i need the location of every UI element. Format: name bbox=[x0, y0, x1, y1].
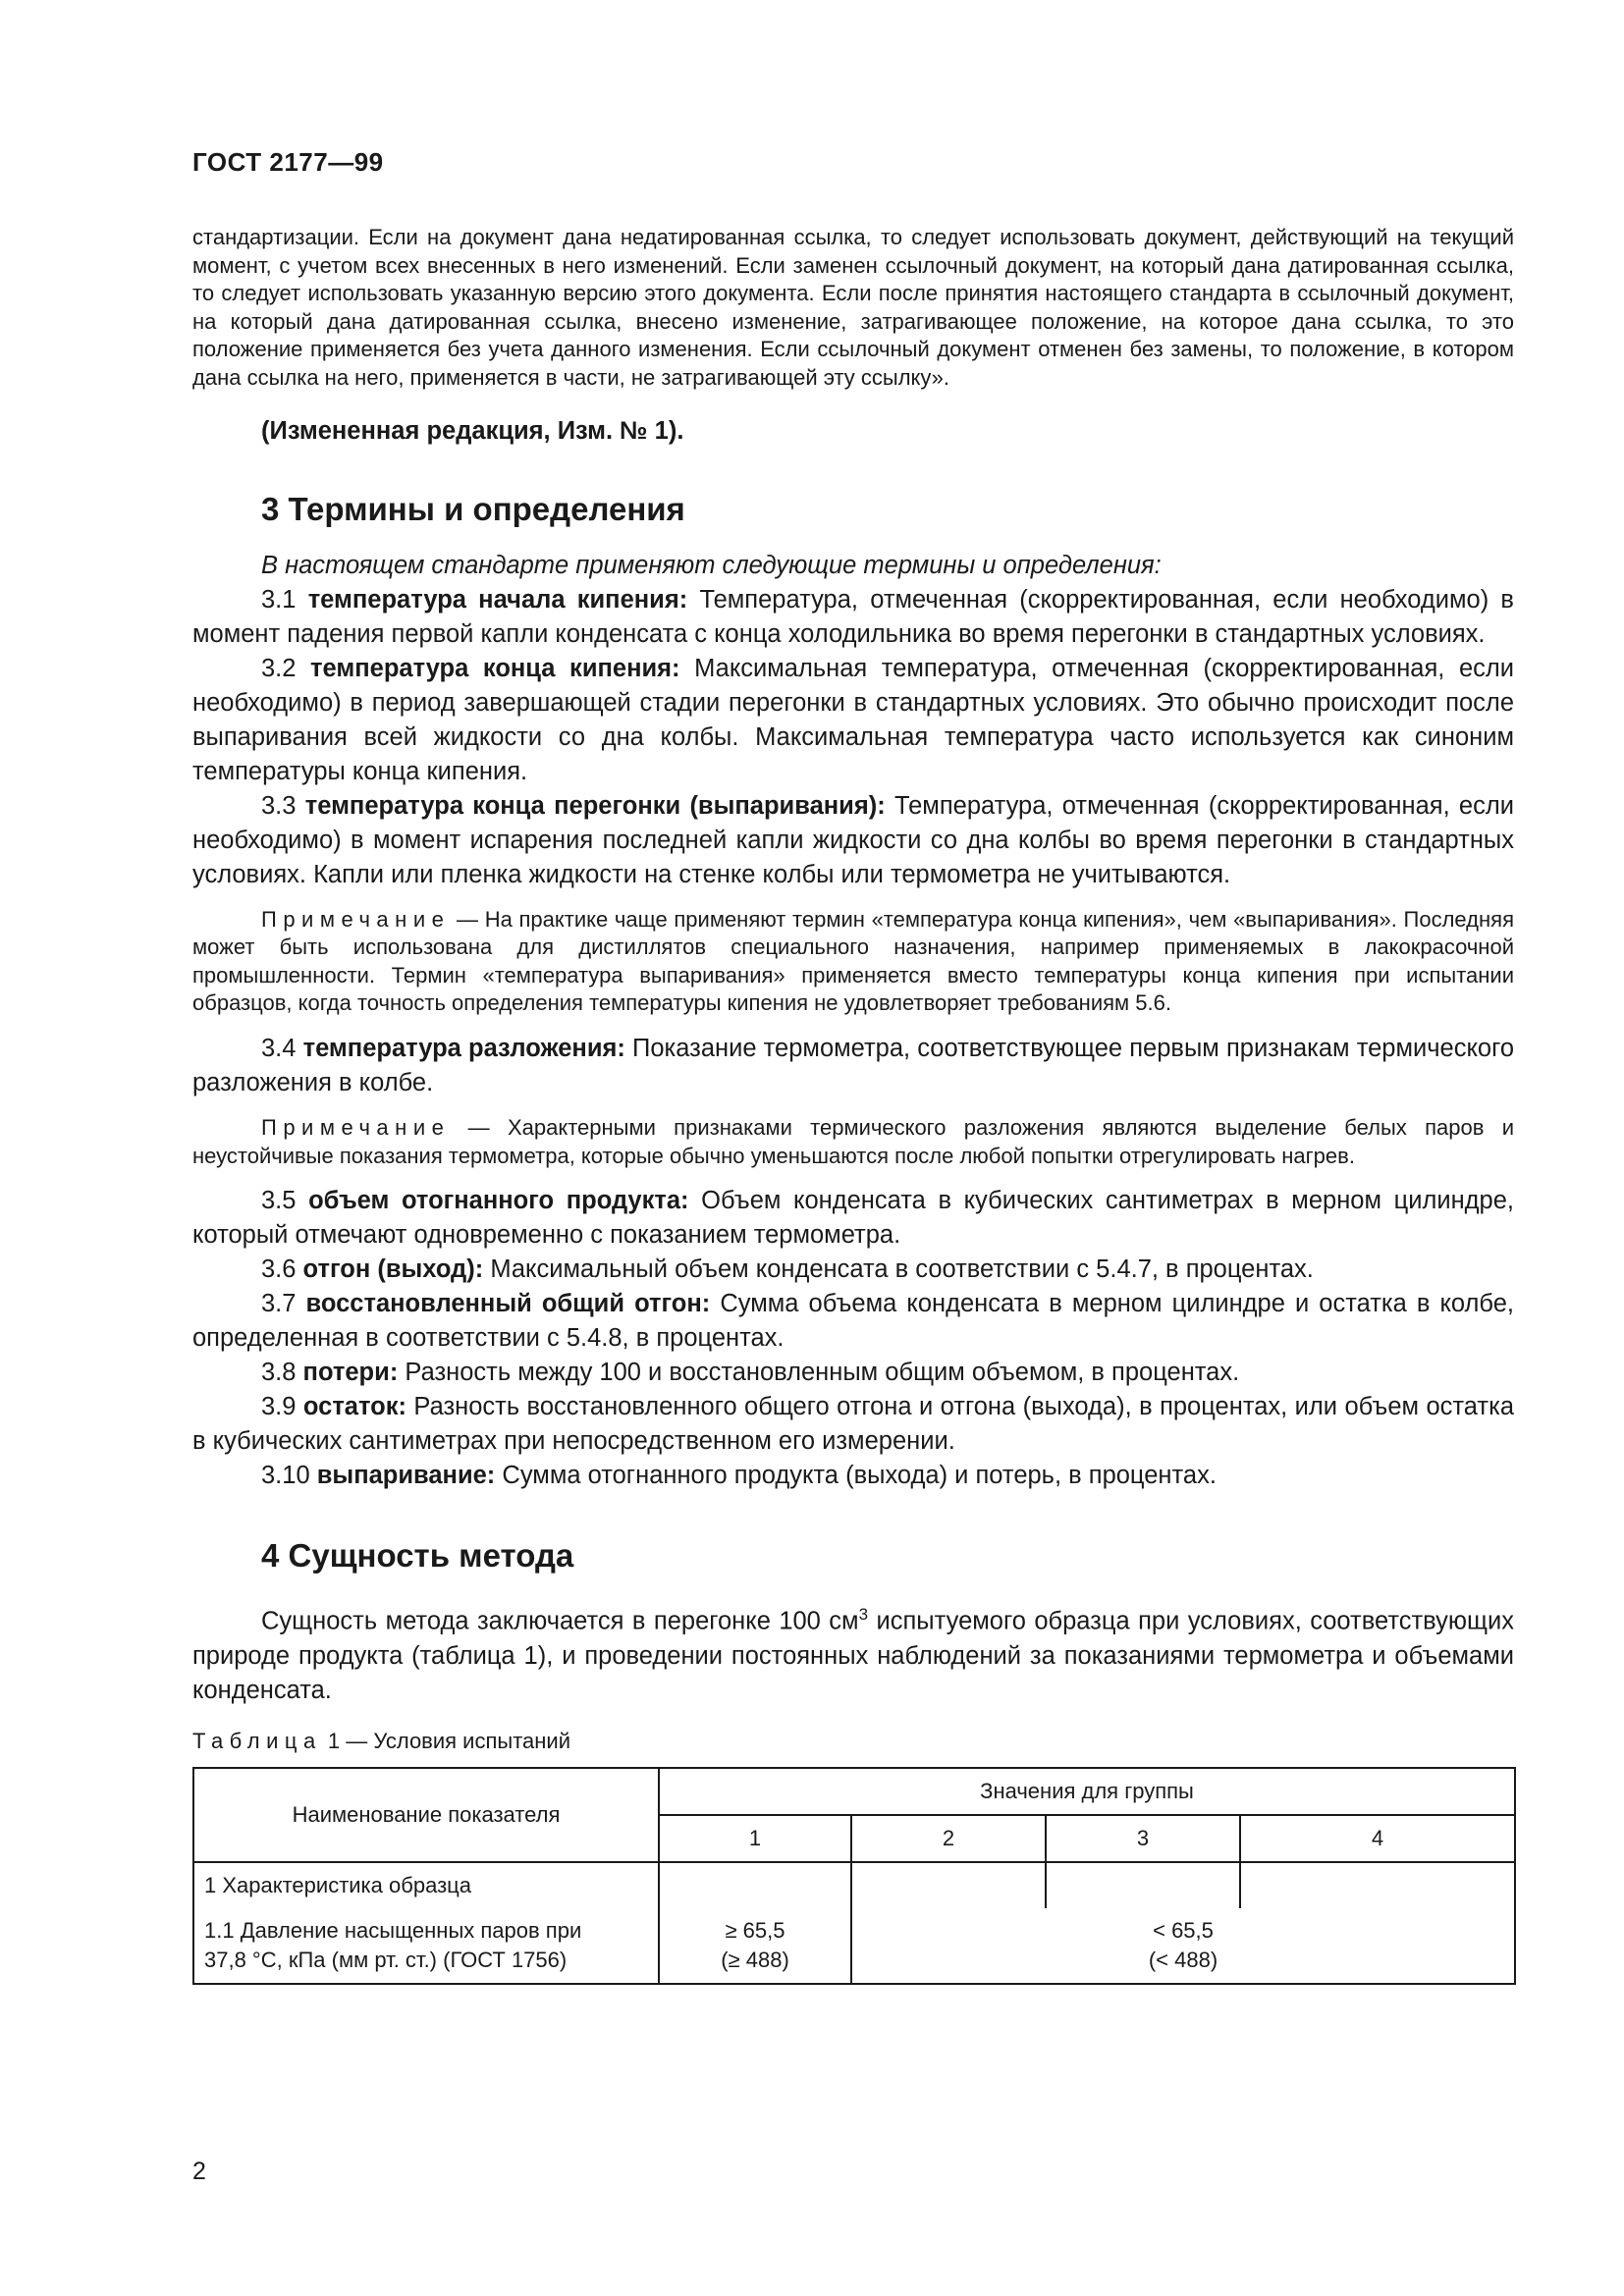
term-number: 3.5 bbox=[261, 1187, 297, 1215]
section-4-title: 4 Сущность метода bbox=[261, 1537, 574, 1575]
header-parameter: Наименование показателя bbox=[193, 1768, 659, 1862]
row-label: 1 Характеристика образца bbox=[193, 1862, 659, 1908]
term-definition: Сумма отогнанного продукта (выхода) и потерь, в процентах. bbox=[502, 1462, 1217, 1490]
note-label: Примечание bbox=[261, 906, 451, 932]
row-label-line: 1.1 Давление насыщенных паров при bbox=[204, 1917, 582, 1943]
term-number: 3.10 bbox=[261, 1462, 310, 1490]
text-after: испытуемого образца при условиях, соответствующих природе продукта (таблица 1), и проведении постоянных наблюдений за показаниями термометра и объемами конденсата. bbox=[192, 1607, 1514, 1704]
row-label bbox=[193, 1908, 659, 1984]
note-label: Примечание bbox=[261, 1114, 451, 1140]
header-group-2: 2 bbox=[851, 1815, 1046, 1862]
term-name: выпаривание: bbox=[316, 1462, 496, 1490]
value-line: < 65,5 bbox=[1153, 1917, 1214, 1943]
note-text: — Характерными признаками термического разложения являются выделение белых паров и неустойчивые показания термометра, которые обычно уменьшаются после любой попытки отрегулировать нагрев. bbox=[192, 1114, 1514, 1168]
table-row bbox=[193, 1908, 1515, 1984]
term-name: объем отогнанного продукта: bbox=[308, 1187, 689, 1215]
note-1 bbox=[192, 906, 1514, 1018]
term-number: 3.4 bbox=[261, 1034, 297, 1062]
intro-paragraph: стандартизации. Если на документ дана недатированная ссылка, то следует использовать документ, действующий на текущий момент, с учетом всех внесенных в него изменений. Если заменен ссылочный документ, на который дана датированная ссылка, то следует использовать указанную версию этого документа. Если после принятия настоящего стандарта в ссылочный документ, на который дана датированная ссылка, внесено изменение, затрагивающее положение, на которое дана ссылка, то это положение применяется без учета данного изменения. Если ссылочный документ отменен без замены, то положение, в котором дана ссылка на него, применяется в части, не затрагивающей эту ссылку». bbox=[192, 225, 1514, 390]
document-code: ГОСТ 2177—99 bbox=[192, 147, 384, 177]
superscript: 3 bbox=[858, 1605, 869, 1625]
term-definition: Разность между 100 и восстановленным общим объемом, в процентах. bbox=[405, 1359, 1240, 1387]
term-3-7 bbox=[192, 1287, 1514, 1356]
value-line: ≥ 65,5 bbox=[725, 1917, 785, 1943]
header-group-3: 3 bbox=[1046, 1815, 1240, 1862]
term-3-9 bbox=[192, 1390, 1514, 1459]
table-row bbox=[193, 1862, 1515, 1908]
groups-2-4-value bbox=[851, 1908, 1515, 1984]
value-line: (≥ 488) bbox=[721, 1947, 789, 1972]
term-number: 3.7 bbox=[261, 1290, 297, 1318]
row-label-line: 37,8 °С, кПа (мм рт. ст.) (ГОСТ 1756) bbox=[204, 1947, 568, 1972]
term-name: отгон (выход): bbox=[302, 1255, 484, 1284]
term-definition: Температура, отмеченная (скорректированная, если необходимо) в момент испарения последней капли жидкости со дна колбы во время перегонки в стандартных условиях. Капли или пленка жидкости на стенке колбы или термометра не учитываются. bbox=[192, 791, 1514, 888]
term-number: 3.1 bbox=[261, 585, 297, 614]
term-definition: Объем конденсата в кубических сантиметрах в мерном цилиндре, который отмечают одновременно с показанием термометра. bbox=[192, 1187, 1514, 1250]
table-cell bbox=[659, 1862, 851, 1908]
table-caption bbox=[192, 1728, 1514, 1755]
term-3-1 bbox=[192, 583, 1514, 652]
conditions-table bbox=[192, 1767, 1516, 1985]
header-group-values: Значения для группы bbox=[659, 1768, 1515, 1815]
term-definition: Максимальная температура, отмеченная (скорректированная, если необходимо) в период завершающей стадии перегонки в стандартных условиях. Это обычно происходит после выпаривания всей жидкости со дна колбы. Максимальная температура часто используется как синоним температуры конца кипения. bbox=[192, 654, 1514, 785]
header-group-1: 1 bbox=[659, 1815, 851, 1862]
term-name: температура разложения: bbox=[302, 1034, 625, 1062]
term-3-6 bbox=[192, 1253, 1514, 1287]
table-caption-label: Таблица bbox=[192, 1728, 322, 1753]
term-definition: Температура, отмеченная (скорректированная, если необходимо) в момент падения первой капли конденсата с конца холодильника во время перегонки в стандартных условиях. bbox=[192, 585, 1514, 648]
table-header-row bbox=[193, 1768, 1515, 1815]
term-definition: Разность восстановленного общего отгона и отгона (выхода), в процентах, или объем остатка в кубических сантиметрах при непосредственном его измерении. bbox=[192, 1393, 1514, 1456]
section-3-intro: В настоящем стандарте применяют следующие термины и определения: bbox=[261, 551, 1162, 579]
edition-note: (Измененная редакция, Изм. № 1). bbox=[261, 416, 684, 445]
value-line: (< 488) bbox=[1148, 1947, 1218, 1972]
term-number: 3.2 bbox=[261, 654, 297, 682]
term-3-4 bbox=[192, 1032, 1514, 1100]
header-group-4: 4 bbox=[1240, 1815, 1515, 1862]
term-3-5 bbox=[192, 1184, 1514, 1253]
table-caption-text: 1 — Условия испытаний bbox=[327, 1728, 570, 1753]
term-name: восстановленный общий отгон: bbox=[305, 1290, 711, 1318]
table-cell bbox=[1240, 1862, 1515, 1908]
page-number: 2 bbox=[192, 2158, 206, 2185]
term-name: температура конца кипения: bbox=[310, 654, 680, 682]
term-3-3 bbox=[192, 789, 1514, 892]
term-name: температура начала кипения: bbox=[307, 585, 688, 614]
term-3-10 bbox=[192, 1459, 1514, 1493]
note-text: — На практике чаще применяют термин «температура конца кипения», чем «выпаривания». Последняя может быть использована для дистиллятов специального назначения, например применяемых в лакокрасочной промышленности. Термин «температура выпаривания» применяется вместо температуры конца кипения при испытании образцов, когда точность определения температуры кипения не удовлетворяет требованиям 5.6. bbox=[192, 906, 1514, 1016]
term-number: 3.8 bbox=[261, 1359, 297, 1387]
note-2 bbox=[192, 1114, 1514, 1170]
term-name: остаток: bbox=[302, 1393, 406, 1421]
term-definition: Сумма объема конденсата в мерном цилиндре и остатка в колбе, определенная в соответствии с 5.4.8, в процентах. bbox=[192, 1290, 1514, 1353]
table-cell bbox=[851, 1862, 1046, 1908]
term-definition: Максимальный объем конденсата в соответствии с 5.4.7, в процентах. bbox=[490, 1255, 1314, 1284]
term-number: 3.3 bbox=[261, 791, 297, 820]
group-1-value bbox=[659, 1908, 851, 1984]
section-4-text bbox=[192, 1597, 1514, 1708]
term-3-8 bbox=[192, 1356, 1514, 1390]
table-cell bbox=[1046, 1862, 1240, 1908]
section-3-title: 3 Термины и определения bbox=[261, 490, 685, 527]
term-name: потери: bbox=[302, 1359, 399, 1387]
page-content bbox=[192, 224, 1514, 1985]
term-number: 3.6 bbox=[261, 1255, 297, 1284]
text-before: Сущность метода заключается в перегонке 100 см bbox=[261, 1607, 859, 1635]
term-3-2 bbox=[192, 652, 1514, 789]
term-definition: Показание термометра, соответствующее первым признакам термического разложения в колбе. bbox=[192, 1034, 1514, 1096]
term-name: температура конца перегонки (выпаривания): bbox=[304, 791, 886, 820]
term-number: 3.9 bbox=[261, 1393, 297, 1421]
